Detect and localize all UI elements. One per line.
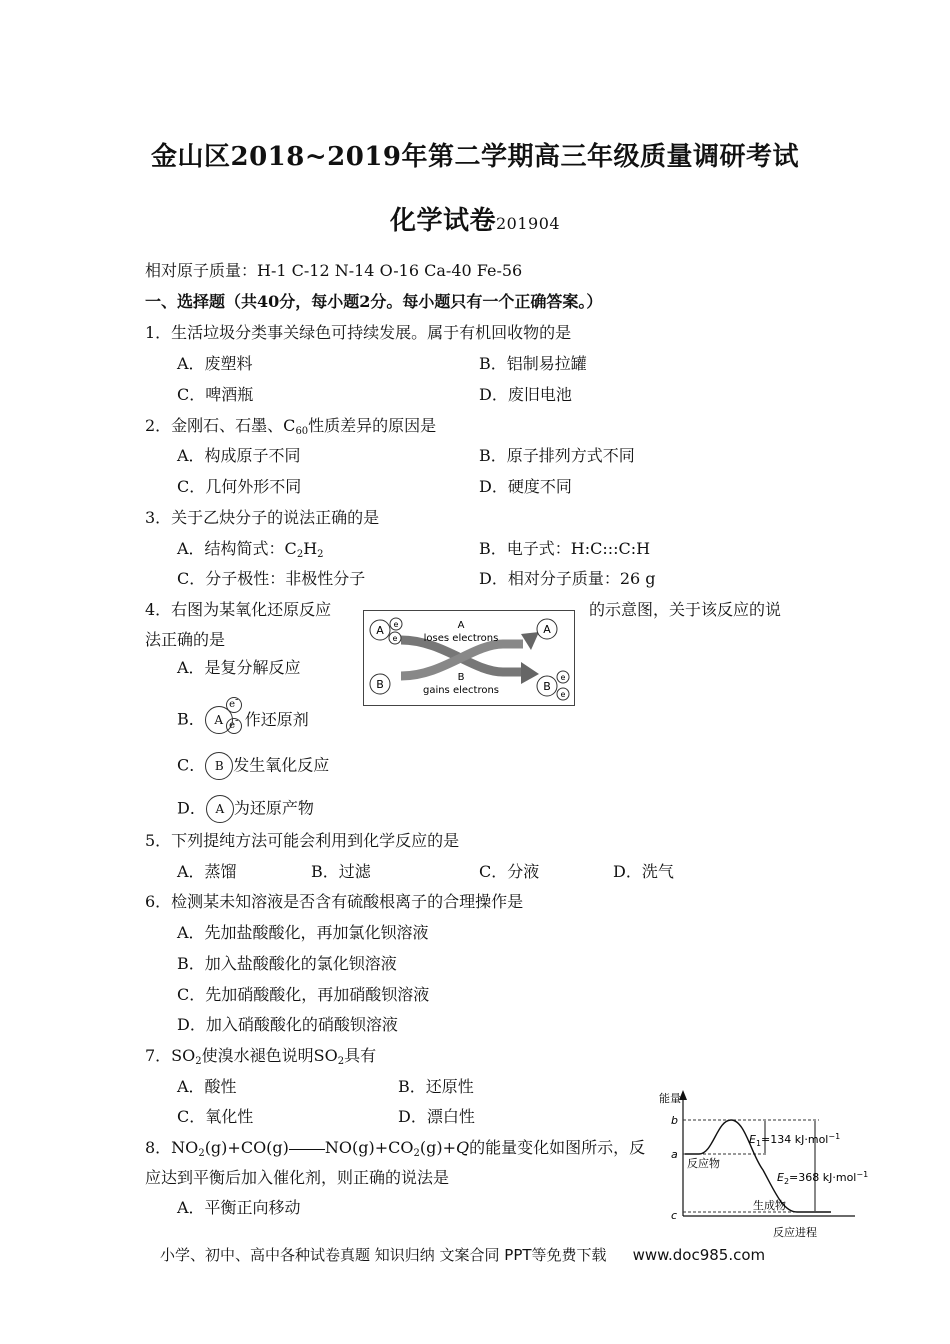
electron-icon-2: e- (226, 718, 242, 734)
ion-a-electrons: A e- e- (205, 706, 233, 734)
products-label: 生成物 (753, 1199, 786, 1212)
q1-option-c: C．啤酒瓶 (177, 385, 254, 404)
level-c-label: c (671, 1209, 678, 1222)
q7-option-d: D．漂白性 (398, 1107, 475, 1126)
q3-option-d: D．相对分子质量：26 g (479, 569, 656, 588)
q2-stem: 2．金刚石、石墨、$C_{60}$性质差异的原因是 (145, 416, 437, 437)
ion-a: A (206, 795, 234, 823)
q4-option-d: D． A 为还原产物 (177, 795, 314, 823)
q1-option-d: D．废旧电池 (479, 385, 572, 404)
q7-option-c: C．氧化性 (177, 1107, 254, 1126)
q6-option-d: D．加入硝酸酸化的硝酸钡溶液 (177, 1015, 398, 1034)
q6-option-c: C．先加硝酸酸化，再加硝酸钡溶液 (177, 985, 430, 1004)
q5-stem: 5．下列提纯方法可能会利用到化学反应的是 (145, 831, 460, 850)
energy-diagram (655, 1088, 895, 1244)
q4-stem-right: 的示意图，关于该反应的说 (589, 600, 782, 619)
section-heading: 一、选择题（共40分，每小题2分。每小题只有一个正确答案。） (145, 292, 603, 311)
electron-4-label: e (560, 690, 566, 699)
q3-option-a: A．结构简式：$C_2H_2$ (177, 539, 324, 560)
q2-option-d: D．硬度不同 (479, 477, 572, 496)
q1-option-b: B．铝制易拉罐 (479, 354, 587, 373)
q8-stem-line2: 应达到平衡后加入催化剂，则正确的说法是 (145, 1168, 450, 1187)
footer (160, 1244, 765, 1265)
q1-stem: 1．生活垃圾分类事关绿色可持续发展。属于有机回收物的是 (145, 323, 572, 342)
reactants-label: 反应物 (687, 1157, 720, 1170)
q4-stem-cont: 法正确的是 (145, 630, 226, 649)
exam-title: 金山区2018~2019年第二学期高三年级质量调研考试 (150, 142, 799, 172)
ion-b: B (205, 752, 233, 780)
atom-b-left-label: B (376, 678, 384, 691)
q3-option-b: B．电子式：H:C:::C:H (479, 539, 651, 558)
q2-option-a: A．构成原子不同 (177, 446, 301, 465)
equation-arrow-blank (289, 1148, 325, 1150)
q2-option-c: C．几何外形不同 (177, 477, 302, 496)
e2-label: $E_2=368$ kJ·mol$^{-1}$ (777, 1170, 869, 1186)
top-label-loses: loses electrons (423, 633, 499, 644)
q6-option-b: B．加入盐酸酸化的氯化钡溶液 (177, 954, 397, 973)
exam-date: 201904 (495, 214, 561, 233)
atom-a-left-label: A (376, 624, 384, 637)
q2-option-b: B．原子排列方式不同 (479, 446, 635, 465)
q7-option-a: A．酸性 (177, 1077, 237, 1096)
bottom-label-gains: gains electrons (422, 685, 500, 696)
q4-option-c: C． B 发生氧化反应 (177, 752, 329, 780)
e1-label: $E_1=134$ kJ·mol$^{-1}$ (749, 1132, 841, 1148)
q3-option-c: C．分子极性：非极性分子 (177, 569, 366, 588)
q5-option-c: C．分液 (479, 862, 540, 881)
q4-stem-left: 4．右图为某氧化还原反应 (145, 600, 332, 619)
q8-option-a: A．平衡正向移动 (177, 1198, 301, 1217)
q5-option-d: D．洗气 (613, 862, 674, 881)
electron-1-label: e (393, 620, 399, 629)
top-label-a: A (457, 620, 465, 631)
x-axis-label: 反应进程 (773, 1226, 817, 1239)
q1-option-a: A．废塑料 (177, 354, 253, 373)
bottom-label-b: B (457, 672, 465, 683)
atom-b-right-label: B (543, 680, 551, 693)
energy-ylabel: 能量 (659, 1092, 681, 1105)
footer-text: 小学、初中、高中各种试卷真题 知识归纳 文案合同 PPT等免费下载 (160, 1246, 607, 1264)
q7-option-b: B．还原性 (398, 1077, 474, 1096)
q6-option-a: A．先加盐酸酸化，再加氯化钡溶液 (177, 923, 429, 942)
q4-option-a: A．是复分解反应 (177, 658, 301, 677)
exam-subtitle: 化学试卷201904 (389, 206, 561, 236)
redox-diagram (363, 610, 575, 706)
q5-option-b: B．过滤 (311, 862, 371, 881)
level-b-label: b (671, 1114, 678, 1127)
q4-option-b: B． A e- e- 作还原剂 (177, 706, 309, 734)
footer-link[interactable]: www.doc985.com (632, 1246, 766, 1264)
electron-2-label: e (392, 634, 398, 643)
q7-stem: 7．$SO_2$使溴水褪色说明$SO_2$具有 (145, 1046, 377, 1067)
atom-a-right-label: A (543, 623, 551, 636)
q3-stem: 3．关于乙炔分子的说法正确的是 (145, 508, 380, 527)
electron-3-label: e (560, 673, 566, 682)
q5-option-a: A．蒸馏 (177, 862, 237, 881)
electron-icon-1: e- (226, 697, 242, 713)
q6-stem: 6．检测某未知溶液是否含有硫酸根离子的合理操作是 (145, 892, 524, 911)
atomic-masses: 相对原子质量：H-1 C-12 N-14 O-16 Ca-40 Fe-56 (145, 261, 523, 280)
level-a-label: a (671, 1148, 678, 1161)
q8-stem: 8．$NO_2(g)+CO(g)$ $NO(g)+CO_2(g)+Q$的能量变化如图所示，反 (145, 1138, 646, 1159)
